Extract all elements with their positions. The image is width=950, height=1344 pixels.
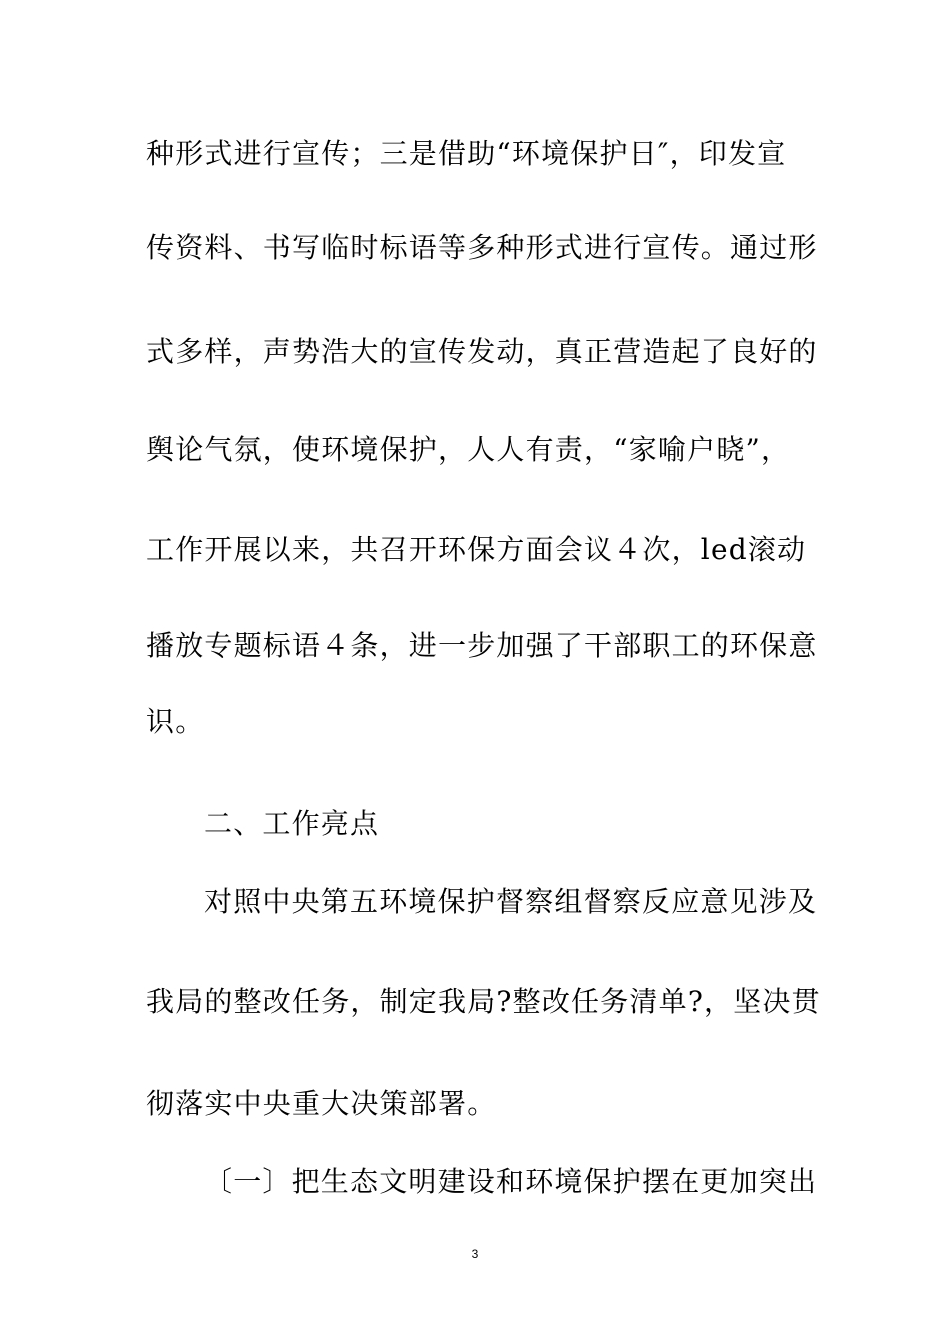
text-line-7: 识。 [146,705,205,738]
text-line-1: 种形式进行宣传；三是借助“环境保护日″，印发宣 [146,137,787,170]
text-line-5: 工作开展以来，共召开环保方面会议４次，led滚动 [146,533,807,566]
text-line-10: 彻落实中央重大决策部署。 [146,1087,497,1120]
text-line-6: 播放专题标语４条，进一步加强了干部职工的环保意 [146,629,818,662]
text-line-8: 对照中央第五环境保护督察组督察反应意见涉及 [204,885,818,918]
section-heading: 二、工作亮点 [204,807,380,840]
text-line-9: 我局的整改任务，制定我局?整改任务清单?，坚决贯 [146,985,821,1018]
text-line-3: 式多样，声势浩大的宣传发动，真正营造起了良好的 [146,335,818,368]
subsection-heading: 〔一〕把生态文明建设和环境保护摆在更加突出 [204,1165,818,1198]
page-number: 3 [471,1247,479,1261]
text-line-2: 传资料、书写临时标语等多种形式进行宣传。通过形 [146,231,818,264]
text-line-4: 舆论气氛，使环境保护，人人有责，“家喻户晓”， [146,433,791,466]
